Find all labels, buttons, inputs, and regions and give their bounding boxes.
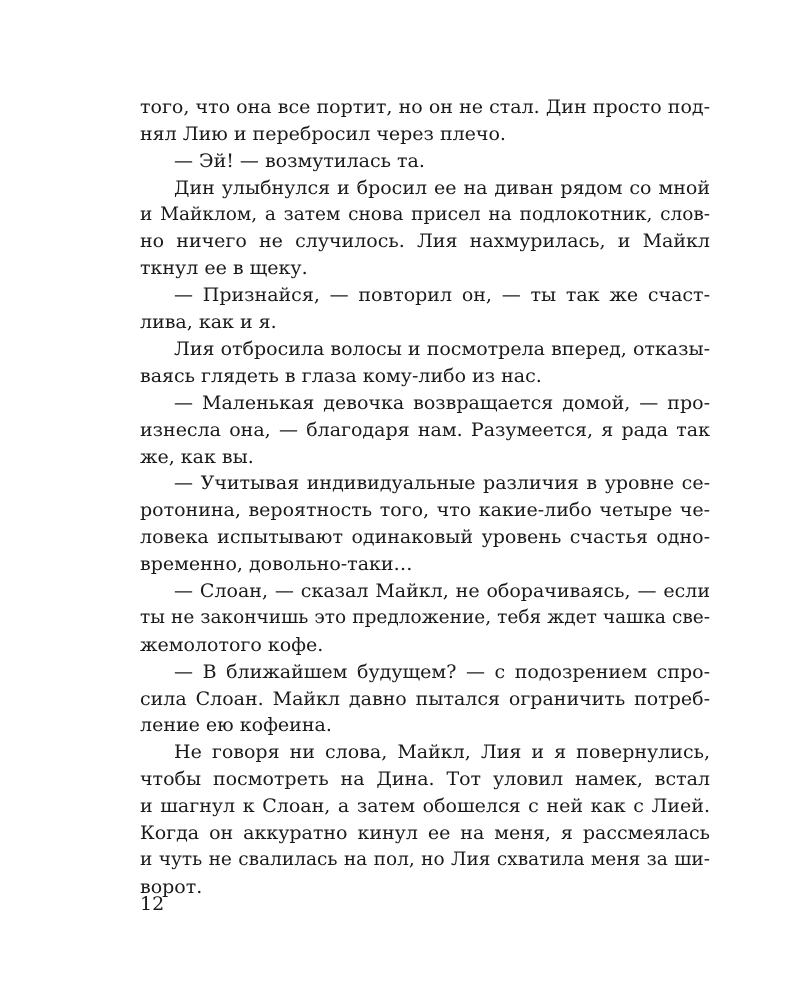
text-line: ловека испытывают одинаковый уровень счастья одно- xyxy=(140,526,710,549)
text-line: жемолотого кофе. xyxy=(140,633,324,656)
text-line: ты не закончишь это предложение, тебя ждет чашка све- xyxy=(140,606,710,628)
text-line: Лия отбросила волосы и посмотрела вперед, отказы- xyxy=(174,338,710,361)
text-line: Не говоря ни слова, Майкл, Лия и я повернулись, xyxy=(174,741,710,764)
text-line: ворот. xyxy=(140,875,203,898)
text-line: ваясь глядеть в глаза кому-либо из нас. xyxy=(140,364,542,387)
text-line: — Слоан, — сказал Майкл, не оборачиваясь, — если xyxy=(174,580,710,603)
text-line: временно, довольно-таки… xyxy=(140,553,413,576)
text-line: лива, как и я. xyxy=(140,311,277,334)
text-line: и чуть не свалилась на пол, но Лия схватила меня за ши- xyxy=(140,848,710,870)
text-line: сила Слоан. Майкл давно пытался ограничить потреб- xyxy=(140,687,710,710)
text-line: чтобы посмотреть на Дина. Тот уловил намек, встал xyxy=(140,768,710,791)
text-line: Когда он аккуратно кинул ее на меня, я рассмеялась xyxy=(140,822,710,845)
text-line: — Маленькая девочка возвращается домой, — про- xyxy=(174,391,710,414)
text-line: — Учитывая индивидуальные различия в уровне се- xyxy=(174,472,710,495)
text-line: изнесла она, — благодаря нам. Разумеется, я рада так xyxy=(140,418,710,441)
text-line: ротонина, вероятность того, что какие-либо четыре че- xyxy=(140,499,710,522)
text-line: но ничего не случилось. Лия нахмурилась, и Майкл xyxy=(140,230,710,253)
body-text xyxy=(140,94,710,901)
page-number: 12 xyxy=(140,893,165,915)
text-line: и шагнул к Слоан, а затем обошелся с ней как с Лией. xyxy=(140,795,710,818)
text-line: же, как вы. xyxy=(140,445,254,468)
text-line: того, что она все портит, но он не стал. Дин просто под- xyxy=(140,96,710,118)
text-line: ление ею кофеина. xyxy=(140,714,332,737)
text-line: нял Лию и перебросил через плечо. xyxy=(140,122,506,145)
text-line: — Признайся, — повторил он, — ты так же счаст- xyxy=(174,284,710,307)
text-line: ткнул ее в щеку. xyxy=(140,257,308,280)
text-line: и Майклом, а затем снова присел на подлокотник, слов- xyxy=(140,203,710,225)
text-line: — Эй! — возмутилась та. xyxy=(174,149,425,172)
text-line: Дин улыбнулся и бросил ее на диван рядом со мной xyxy=(174,176,710,199)
text-line: — В ближайшем будущем? — с подозрением спро- xyxy=(174,660,710,683)
